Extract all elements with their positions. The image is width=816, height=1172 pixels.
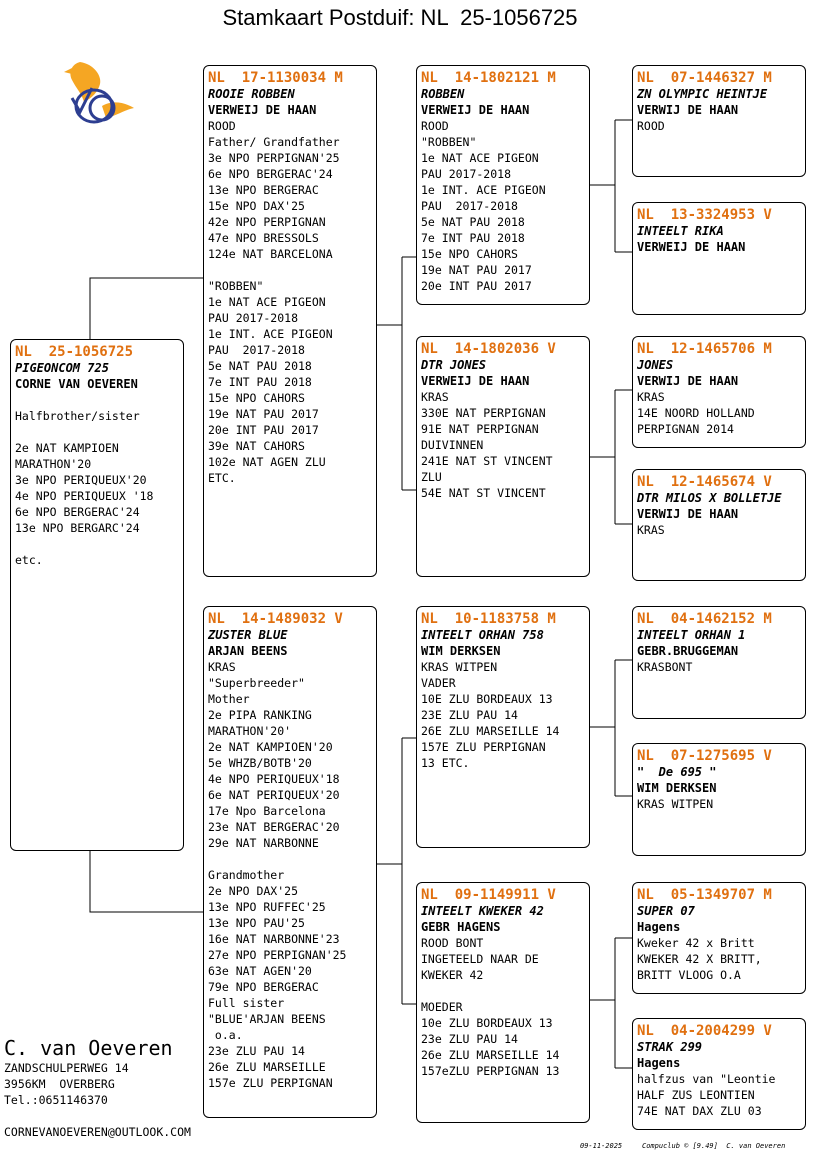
info-line: 29e NAT NARBONNE bbox=[208, 836, 319, 850]
owner-name: WIM DERKSEN bbox=[637, 781, 717, 795]
info-line: 13e NPO BERGERAC bbox=[208, 183, 319, 197]
footer-date: 09-11-2025 bbox=[580, 1142, 623, 1150]
info-line: MARATHON'20' bbox=[208, 724, 292, 738]
pigeon-name: STRAK 299 bbox=[637, 1040, 703, 1054]
pigeon-name: INTEELT RIKA bbox=[637, 224, 724, 238]
owner-name: GEBR.BRUGGEMAN bbox=[637, 644, 739, 658]
info-line: 13 ETC. bbox=[421, 756, 470, 770]
info-line: 26e ZLU MARSEILLE bbox=[208, 1060, 326, 1074]
card-fmf bbox=[632, 336, 806, 448]
card-ffm bbox=[632, 202, 806, 315]
info-line: 4e NPO PERIQUEUX '18 bbox=[15, 489, 154, 503]
info-line: Halfbrother/sister bbox=[15, 409, 140, 423]
info-line: "Superbreeder" bbox=[208, 676, 305, 690]
info-line: 54E NAT ST VINCENT bbox=[421, 486, 546, 500]
owner-name: VERWIJ DE HAAN bbox=[637, 103, 739, 117]
pigeon-name: DTR JONES bbox=[421, 358, 487, 372]
info-line: 39e NAT CAHORS bbox=[208, 439, 305, 453]
pigeon-name: SUPER 07 bbox=[637, 904, 695, 918]
info-line: 23e ZLU PAU 14 bbox=[208, 1044, 305, 1058]
ring-number: NL 12-1465674 V bbox=[637, 474, 772, 490]
info-line: 13e NPO PAU'25 bbox=[208, 916, 305, 930]
info-line: 2e NAT KAMPIOEN'20 bbox=[208, 740, 333, 754]
info-line: KRAS WITPEN bbox=[637, 797, 714, 811]
info-line: 14E NOORD HOLLAND bbox=[637, 406, 755, 420]
ring-number: NL 04-1462152 M bbox=[637, 611, 772, 627]
pigeon-name: " De 695 " bbox=[637, 765, 717, 779]
ring-number: NL 13-3324953 V bbox=[637, 207, 772, 223]
info-line bbox=[421, 983, 586, 999]
info-line: MOEDER bbox=[421, 1000, 463, 1014]
info-line: 5e WHZB/BOTB'20 bbox=[208, 756, 312, 770]
info-line: 17e Npo Barcelona bbox=[208, 804, 326, 818]
info-line: 1e NAT ACE PIGEON bbox=[421, 151, 539, 165]
info-line: HALF ZUS LEONTIEN bbox=[637, 1088, 755, 1102]
info-line: KRASBONT bbox=[637, 660, 693, 674]
ring-number: NL 05-1349707 M bbox=[637, 887, 772, 903]
info-line: Mother bbox=[208, 692, 250, 706]
footer-software: Compuclub © [9.49] C. van Oeveren bbox=[642, 1142, 786, 1150]
info-line: 19e NAT PAU 2017 bbox=[421, 263, 532, 277]
pigeon-name: JONES bbox=[637, 358, 674, 372]
pigeon-name: INTEELT ORHAN 1 bbox=[637, 628, 746, 642]
breeder-email: CORNEVANOEVEREN@OUTLOOK.COM bbox=[4, 1125, 191, 1139]
info-line: 13e NPO RUFFEC'25 bbox=[208, 900, 326, 914]
info-line: KWEKER 42 bbox=[421, 968, 484, 982]
info-line: Father/ Grandfather bbox=[208, 135, 340, 149]
card-mother-father bbox=[416, 606, 590, 848]
info-line: 20e INT PAU 2017 bbox=[208, 423, 319, 437]
info-line: 63e NAT AGEN'20 bbox=[208, 964, 312, 978]
owner-name: CORNE VAN OEVEREN bbox=[15, 377, 138, 391]
info-line: ROOD bbox=[421, 119, 449, 133]
info-line: INGETEELD NAAR DE bbox=[421, 952, 539, 966]
owner-name: Hagens bbox=[637, 1056, 681, 1070]
info-line: 3e NPO PERIQUEUX'20 bbox=[15, 473, 147, 487]
owner-name: VERWIJ DE HAAN bbox=[637, 507, 739, 521]
info-line: 241E NAT ST VINCENT bbox=[421, 454, 553, 468]
info-line: 6e NAT PERIQUEUX'20 bbox=[208, 788, 340, 802]
info-line: 2e NPO DAX'25 bbox=[208, 884, 299, 898]
info-line: 1e NAT ACE PIGEON bbox=[208, 295, 326, 309]
info-line: 19e NAT PAU 2017 bbox=[208, 407, 319, 421]
card-mmm bbox=[632, 1018, 806, 1130]
info-line: Full sister bbox=[208, 996, 285, 1010]
owner-name: WIM DERKSEN bbox=[421, 644, 501, 658]
info-line: 5e NAT PAU 2018 bbox=[421, 215, 525, 229]
card-mfm bbox=[632, 743, 806, 856]
card-mother bbox=[203, 606, 377, 1118]
breeder-address: ZANDSCHULPERWEG 14 bbox=[4, 1061, 129, 1075]
info-line: DUIVINNEN bbox=[421, 438, 484, 452]
card-mother-mother bbox=[416, 882, 590, 1123]
info-line: 1e INT. ACE PIGEON bbox=[421, 183, 546, 197]
info-line: BRITT VLOOG O.A bbox=[637, 968, 741, 982]
info-line: 6e NPO BERGERAC'24 bbox=[208, 167, 333, 181]
info-line: 157e ZLU PERPIGNAN bbox=[208, 1076, 333, 1090]
info-line: 91E NAT PERPIGNAN bbox=[421, 422, 539, 436]
info-line: 42e NPO PERPIGNAN bbox=[208, 215, 326, 229]
info-line: 157eZLU PERPIGNAN 13 bbox=[421, 1064, 560, 1078]
info-line: 7e INT PAU 2018 bbox=[421, 231, 525, 245]
info-line: 23E ZLU PAU 14 bbox=[421, 708, 518, 722]
breeder-city: 3956KM OVERBERG bbox=[4, 1077, 115, 1091]
info-line: 5e NAT PAU 2018 bbox=[208, 359, 312, 373]
pigeon-name: PIGEONCOM 725 bbox=[15, 361, 109, 375]
info-line: ZLU bbox=[421, 470, 442, 484]
card-fmm bbox=[632, 469, 806, 581]
info-line: KRAS bbox=[637, 390, 665, 404]
breeder-phone: Tel.:0651146370 bbox=[4, 1093, 108, 1107]
info-line: PERPIGNAN 2014 bbox=[637, 422, 734, 436]
owner-name: VERWEIJ DE HAAN bbox=[421, 103, 530, 117]
info-line: 7e INT PAU 2018 bbox=[208, 375, 312, 389]
card-mmf bbox=[632, 882, 806, 994]
info-line: halfzus van "Leontie bbox=[637, 1072, 776, 1086]
info-line: 6e NPO BERGERAC'24 bbox=[15, 505, 140, 519]
owner-name: Hagens bbox=[637, 920, 681, 934]
owner-name: GEBR HAGENS bbox=[421, 920, 501, 934]
info-line: 23e NAT BERGERAC'20 bbox=[208, 820, 340, 834]
card-mff bbox=[632, 606, 806, 719]
info-line: 79e NPO BERGERAC bbox=[208, 980, 319, 994]
pigeon-name: ROBBEN bbox=[421, 87, 465, 101]
info-line: 15e NPO CAHORS bbox=[208, 391, 305, 405]
info-line bbox=[15, 392, 180, 408]
ring-number: NL 09-1149911 V bbox=[421, 887, 556, 903]
card-subject bbox=[10, 339, 184, 851]
info-line: KRAS bbox=[421, 390, 449, 404]
info-line bbox=[208, 262, 373, 278]
info-line: 47e NPO BRESSOLS bbox=[208, 231, 319, 245]
info-line: 157E ZLU PERPIGNAN bbox=[421, 740, 546, 754]
info-line: KWEKER 42 X BRITT, bbox=[637, 952, 762, 966]
info-line: Kweker 42 x Britt bbox=[637, 936, 755, 950]
info-line: 10e ZLU BORDEAUX 13 bbox=[421, 1016, 553, 1030]
owner-name: VERWEIJ DE HAAN bbox=[637, 240, 746, 254]
info-line: 2e NAT KAMPIOEN bbox=[15, 441, 119, 455]
ring-number: NL 10-1183758 M bbox=[421, 611, 556, 627]
info-line: "BLUE'ARJAN BEENS bbox=[208, 1012, 326, 1026]
card-fff bbox=[632, 65, 806, 177]
info-line: KRAS bbox=[637, 523, 665, 537]
info-line: PAU 2017-2018 bbox=[208, 343, 305, 357]
info-line: 20e INT PAU 2017 bbox=[421, 279, 532, 293]
info-line: 26e ZLU MARSEILLE 14 bbox=[421, 1048, 560, 1062]
ring-number: NL 12-1465706 M bbox=[637, 341, 772, 357]
card-father-mother bbox=[416, 336, 590, 577]
info-line bbox=[15, 424, 180, 440]
info-line: 27e NPO PERPIGNAN'25 bbox=[208, 948, 347, 962]
owner-name: VERWEIJ DE HAAN bbox=[208, 103, 317, 117]
page-title: Stamkaart Postduif: NL 25-1056725 bbox=[222, 5, 578, 30]
info-line: PAU 2017-2018 bbox=[208, 311, 299, 325]
info-line: 15e NPO DAX'25 bbox=[208, 199, 305, 213]
info-line: KRAS bbox=[208, 660, 236, 674]
pigeon-name: INTEELT ORHAN 758 bbox=[421, 628, 544, 642]
info-line: 3e NPO PERPIGNAN'25 bbox=[208, 151, 340, 165]
ring-number: NL 14-1802036 V bbox=[421, 341, 556, 357]
card-father bbox=[203, 65, 377, 577]
info-line: PAU 2017-2018 bbox=[421, 167, 512, 181]
info-line: ROOD bbox=[637, 119, 665, 133]
info-line: 74E NAT DAX ZLU 03 bbox=[637, 1104, 762, 1118]
info-line: 124e NAT BARCELONA bbox=[208, 247, 333, 261]
ring-number: NL 14-1489032 V bbox=[208, 611, 343, 627]
info-line: 4e NPO PERIQUEUX'18 bbox=[208, 772, 340, 786]
pigeon-name: ROOIE ROBBEN bbox=[208, 87, 295, 101]
ring-number: NL 17-1130034 M bbox=[208, 70, 343, 86]
info-line: PAU 2017-2018 bbox=[421, 199, 518, 213]
pigeon-name: ZUSTER BLUE bbox=[208, 628, 288, 642]
info-line: Grandmother bbox=[208, 868, 285, 882]
info-line: "ROBBEN" bbox=[208, 279, 264, 293]
info-line: 1e INT. ACE PIGEON bbox=[208, 327, 333, 341]
info-line: 13e NPO BERGARC'24 bbox=[15, 521, 140, 535]
owner-name: VERWEIJ DE HAAN bbox=[421, 374, 530, 388]
info-line: 102e NAT AGEN ZLU bbox=[208, 455, 326, 469]
pigeon-name: ZN OLYMPIC HEINTJE bbox=[637, 87, 768, 101]
pigeon-name: INTEELT KWEKER 42 bbox=[421, 904, 544, 918]
info-line: 10E ZLU BORDEAUX 13 bbox=[421, 692, 553, 706]
ring-number: NL 07-1446327 M bbox=[637, 70, 772, 86]
ring-number: NL 25-1056725 bbox=[15, 344, 134, 360]
info-line: 26E ZLU MARSEILLE 14 bbox=[421, 724, 560, 738]
info-line: ROOD BONT bbox=[421, 936, 484, 950]
info-line: 16e NAT NARBONNE'23 bbox=[208, 932, 340, 946]
info-line: etc. bbox=[15, 553, 43, 567]
owner-name: ARJAN BEENS bbox=[208, 644, 288, 658]
info-line: ETC. bbox=[208, 471, 236, 485]
info-line: ROOD bbox=[208, 119, 236, 133]
info-line: KRAS WITPEN bbox=[421, 660, 498, 674]
info-line: "ROBBEN" bbox=[421, 135, 477, 149]
pigeon-name: DTR MILOS X BOLLETJE bbox=[637, 491, 782, 505]
info-line: MARATHON'20 bbox=[15, 457, 92, 471]
breeder-name: C. van Oeveren bbox=[4, 1036, 173, 1060]
info-line: 2e PIPA RANKING bbox=[208, 708, 312, 722]
info-line: VADER bbox=[421, 676, 456, 690]
info-line: 15e NPO CAHORS bbox=[421, 247, 518, 261]
info-line: 23e ZLU PAU 14 bbox=[421, 1032, 518, 1046]
info-line bbox=[208, 851, 373, 867]
info-line bbox=[15, 536, 180, 552]
ring-number: NL 07-1275695 V bbox=[637, 748, 772, 764]
info-line: 330E NAT PERPIGNAN bbox=[421, 406, 546, 420]
ring-number: NL 04-2004299 V bbox=[637, 1023, 772, 1039]
owner-name: VERWIJ DE HAAN bbox=[637, 374, 739, 388]
info-line: o.a. bbox=[208, 1028, 243, 1042]
ring-number: NL 14-1802121 M bbox=[421, 70, 556, 86]
card-father-father bbox=[416, 65, 590, 305]
